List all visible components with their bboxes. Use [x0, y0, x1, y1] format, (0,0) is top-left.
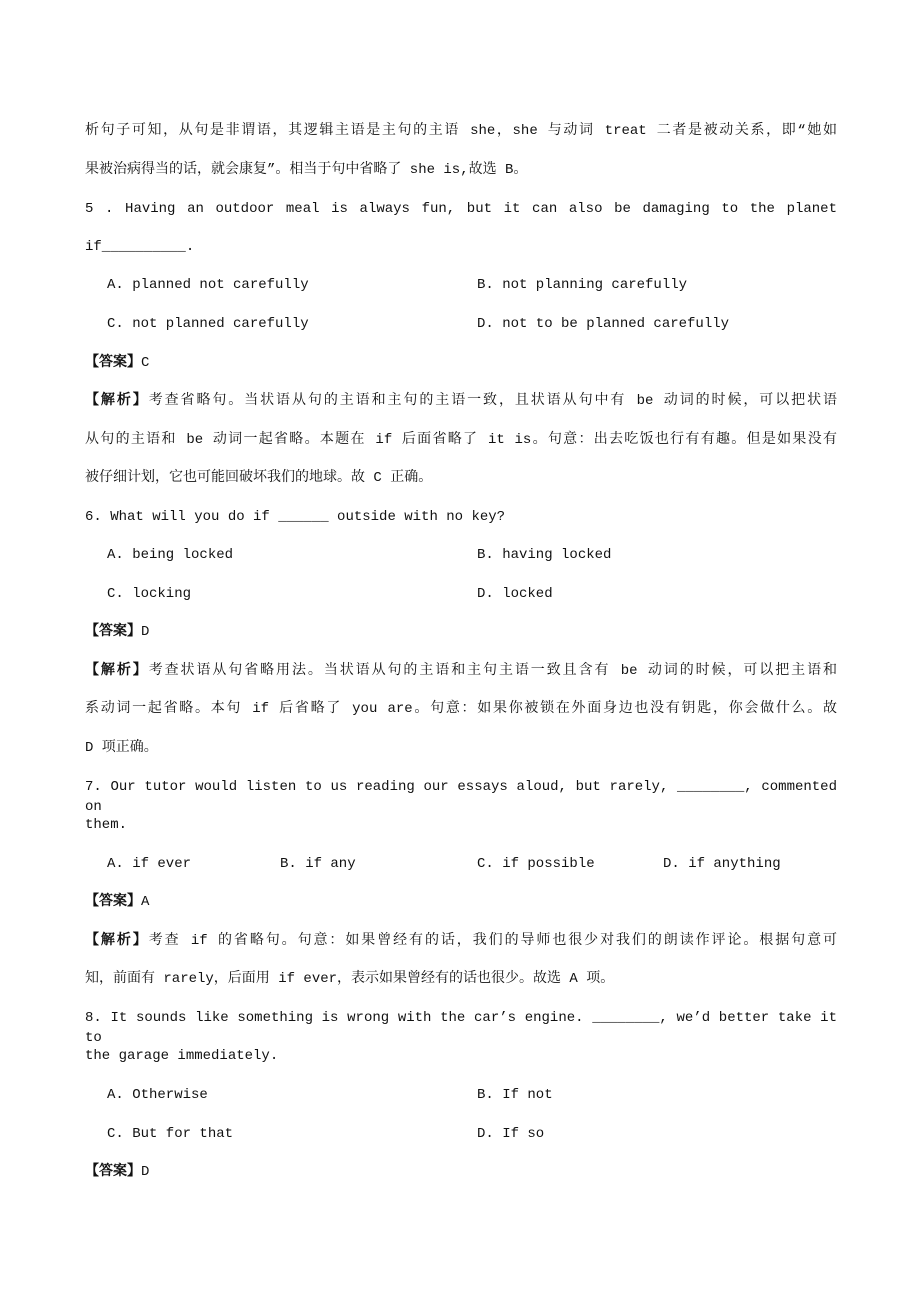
analysis-line: 知，前面有 rarely，后面用 if ever，表示如果曾经有的话也很少。故选 A 项。 [85, 971, 615, 987]
option-a: A. if ever [107, 856, 192, 872]
option-c: C. But for that [107, 1126, 234, 1142]
answer-tag: 【答案】 [85, 1164, 141, 1180]
answer-line [85, 892, 837, 912]
question-7-stem: 7. Our tutor would listen to us reading our essays aloud, but rarely, ________, commented on [85, 779, 837, 815]
option-d: D. if anything [663, 856, 781, 872]
prev-analysis-line: 果被治病得当的话，就会康复”。相当于句中省略了 she is,故选 B。 [85, 162, 528, 178]
analysis-tag: 【解析】 [85, 933, 149, 949]
prev-analysis-line: 析句子可知，从句是非谓语，其逻辑主语是主句的主语 she，she 与动词 treat 二者是被动关系，即“她如 [85, 123, 837, 139]
option-a: A. Otherwise [107, 1087, 208, 1103]
analysis-line: 被仔细计划，它也可能回破坏我们的地球。故 C 正确。 [85, 470, 433, 486]
option-c: C. not planned carefully [107, 316, 309, 332]
option-d: D. not to be planned carefully [477, 316, 730, 332]
option-c: C. locking [107, 586, 192, 602]
option-b: B. not planning carefully [477, 277, 688, 293]
option-d: D. If so [477, 1126, 545, 1142]
answer-tag: 【答案】 [85, 624, 141, 640]
answer-value: A [141, 894, 150, 910]
analysis-line: 系动词一起省略。本句 if 后省略了 you are。句意：如果你被锁在外面身边也没有钥匙，你会做什么。故 [85, 701, 837, 717]
analysis-tag: 【解析】 [85, 393, 149, 409]
analysis-line: 从句的主语和 be 动词一起省略。本题在 if 后面省略了 it is。句意：出去吃饭也行有有趣。但是如果没有 [85, 432, 837, 448]
answer-tag: 【答案】 [85, 355, 141, 371]
question-8-stem: the garage immediately. [85, 1048, 279, 1064]
answer-value: D [141, 1164, 150, 1180]
option-b: B. having locked [477, 547, 612, 563]
analysis-line: 【解析】考查状语从句省略用法。当状语从句的主语和主句主语一致且含有 be 动词的时候，可以把主语和 [85, 663, 837, 679]
option-b: B. If not [477, 1087, 553, 1103]
question-5-stem: 5 . Having an outdoor meal is always fun, but it can also be damaging to the planet [85, 201, 837, 217]
answer-line [85, 622, 837, 642]
option-a: A. planned not carefully [107, 277, 309, 293]
analysis-line: 【解析】考查 if 的省略句。句意：如果曾经有的话，我们的导师也很少对我们的朗读作评论。根据句意可 [85, 933, 837, 949]
question-7-stem: them. [85, 817, 128, 833]
question-8-stem: 8. It sounds like something is wrong with the car’s engine. ________, we’d better take it to [85, 1010, 837, 1046]
answer-line [85, 353, 837, 373]
option-c: C. if possible [477, 856, 595, 872]
answer-tag: 【答案】 [85, 894, 141, 910]
option-a: A. being locked [107, 547, 234, 563]
question-5-stem: if__________. [85, 239, 195, 255]
question-6-stem: 6. What will you do if ______ outside with no key? [85, 509, 506, 525]
analysis-line: D 项正确。 [85, 740, 158, 756]
answer-value: D [141, 624, 150, 640]
answer-line [85, 1162, 837, 1182]
option-d: D. locked [477, 586, 553, 602]
option-b: B. if any [280, 856, 356, 872]
analysis-tag: 【解析】 [85, 663, 149, 679]
analysis-line: 【解析】考查省略句。当状语从句的主语和主句的主语一致，且状语从句中有 be 动词的时候，可以把状语 [85, 393, 837, 409]
answer-value: C [141, 355, 150, 371]
